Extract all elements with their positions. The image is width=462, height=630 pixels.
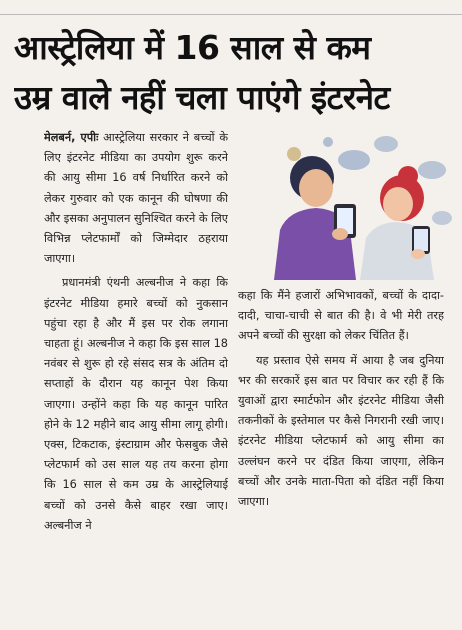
boy-figure	[274, 156, 356, 280]
adjacent-column-edge	[0, 140, 8, 630]
article-column-right	[238, 286, 444, 626]
headline-line-1: आस्ट्रेलिया में 16 साल से कम	[14, 28, 371, 67]
dateline: मेलबर्न, एपीः	[44, 131, 99, 144]
headline-line-2: उम्र वाले नहीं चला पाएंगे इंटरनेट	[14, 78, 390, 117]
article-paragraph-1	[44, 128, 228, 269]
article-column-left	[44, 128, 228, 628]
article-paragraph-4: यह प्रस्ताव ऐसे समय में आया है जब दुनिया भर की सरकारें इस बात पर विचार कर रही हैं कि युवाओं द्वारा स्मार्टफोन और इंटरनेट मीडिया जैसी तकनीकों के इस्तेमाल पर कैसे निगरानी रखी जाए। इंटरनेट मीडिया प्लेटफार्म को आयु सीमा का उल्लंघन करने पर दंडित किया जाएगा, लेकिन बच्चों और उनके माता-पिता को दंडित नहीं किया जाएगा।	[238, 353, 444, 509]
girl-figure	[360, 166, 434, 280]
article-paragraph-3: कहा कि मैंने हजारों अभिभावकों, बच्चों के दादा-दादी, चाचा-चाची से बात की है। वे भी मेरी तरह अपने बच्चों की सुरक्षा को लेकर चिंतित हैं।	[238, 289, 444, 343]
children-using-phones-illustration	[236, 130, 458, 280]
previous-article-edge	[0, 0, 462, 15]
article-paragraph-2: प्रधानमंत्री एंथनी अल्बनीज ने कहा कि इंटरनेट मीडिया हमारे बच्चों को नुकसान पहुंचा रहा है और मैं इस पर रोक लगाना चाहता हूं। अल्बनीज ने कहा कि इस साल 18 नवंबर से शुरू हो रहे संसद सत्र के अंतिम दो सप्ताहों के दौरान यह कानून पेश किया जाएगा। उन्होंने कहा कि यह कानून पारित होने के 12 महीने बाद आयु सीमा लागू होगी। एक्स, टिकटाक, इंस्टाग्राम और फेसबुक जैसे प्लेटफार्म को उस साल यह तय करना होगा कि 16 साल से कम उम्र के आस्ट्रेलियाई बच्चों को उनसे कैसे बाहर रखा जाए। अल्बनीज ने	[44, 276, 228, 532]
paragraph-1-text: आस्ट्रेलिया सरकार ने बच्चों के लिए इंटरनेट मीडिया का उपयोग शुरू करने की आयु सीमा 16 वर्ष निर्धारित करने को लेकर गुरुवार को एक कानून की घोषणा की और इसका अनुपालन सुनिश्चित करने के लिए विभिन्न प्लेटफार्मों को जिम्मेदार ठहराया जाएगा।	[44, 131, 228, 266]
